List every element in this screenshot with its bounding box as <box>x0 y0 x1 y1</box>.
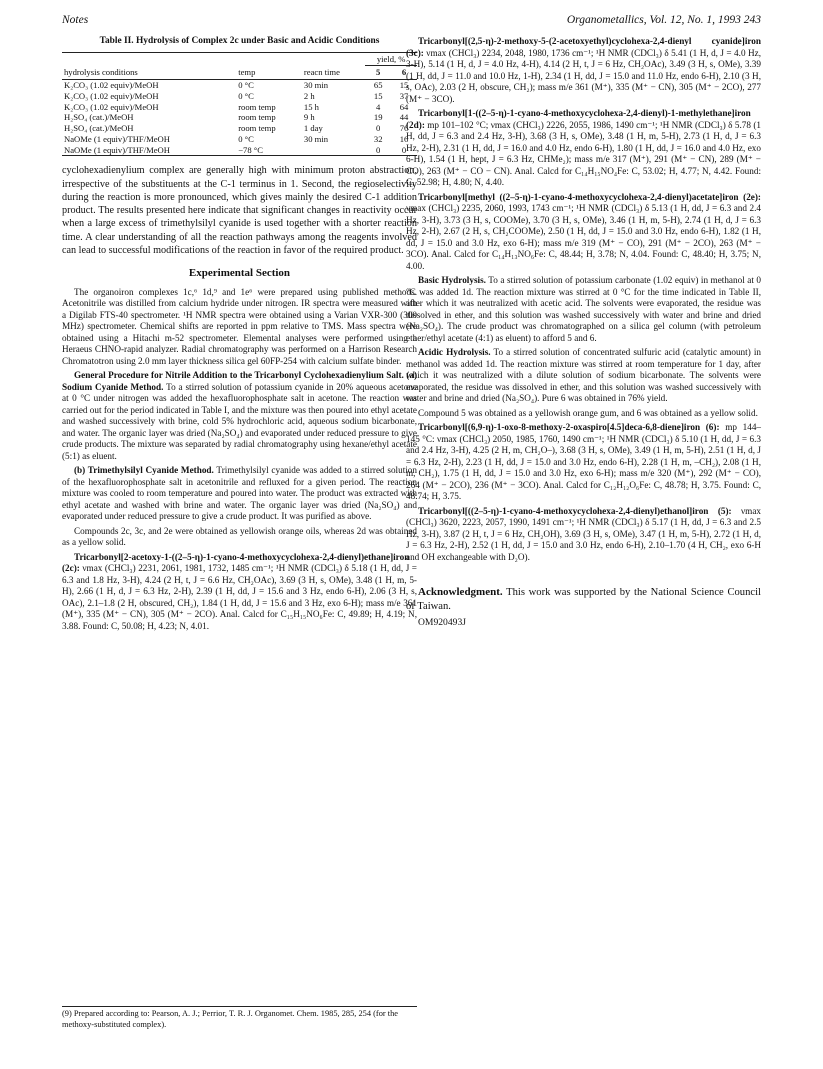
table-cell: 65 <box>373 80 383 91</box>
table-cell: 44 <box>399 112 409 123</box>
procedure-text: To a stirred solution of potassium cyanide in 20% aqueous acetone at 0 °C under nitrogen was added the hexafluorophosphate salt in acetone. The reaction was carried out for the period indicated in Table I, and the mixture was then poured into ethyl acetate and washed successively with brine, cold 5% hydrochloric acid, aqueous sodium bicarbonate, and water. The organic layer was dried (Na₂SO₄) and evaporated under reduced pressure to give crude products. The mixture was separated by radial chromatography using hexane/ethyl acetate (5:1) as eluent. <box>62 381 417 461</box>
acidic-hydrolysis-paragraph <box>406 347 761 405</box>
col-header-6: 6 <box>401 67 407 78</box>
table-row <box>62 112 417 123</box>
table-cell: 76 <box>399 123 409 134</box>
tmscn-text: Trimethylsilyl cyanide was added to a stirred solution of the hexafluorophosphate salt in acetonitrile and refluxed for a given period. The reaction mixture was cooled to room temperature and poured into water. The product was extracted with ethyl acetate and washed with brine and water. The organic layer was dried (Na₂SO₄) and evaporated under reduced pressure to give a crude product. It was purified as above. <box>62 465 417 522</box>
section-heading: Experimental Section <box>188 267 291 280</box>
acknowledgment-heading: Acknowledgment. <box>418 586 503 598</box>
table-cell: 30 min <box>303 80 329 91</box>
compound-2c-heading: Tricarbonyl[2-acetoxy-1-((2–5-η)-1-cyano-4-methoxycyclohexa-2,4-dienyl)ethane]iron (2c): <box>62 551 410 574</box>
col-header-temp: temp <box>238 67 256 78</box>
compound-6-paragraph <box>406 422 761 503</box>
table-cell: 16 <box>399 133 409 144</box>
compound-2e-paragraph <box>406 192 761 273</box>
table-cell: 30 min <box>303 133 329 144</box>
table-cell: room temp <box>238 123 276 134</box>
running-head-left: Notes <box>62 14 89 26</box>
table-row <box>62 145 417 156</box>
table-cell: room temp <box>238 101 276 112</box>
acidic-hydrolysis-text: To a stirred solution of concentrated sulfuric acid (catalytic amount) in methanol was added 1d. The reaction mixture was stirred at room temperature for 1 day, after which it was neutralized with a dilute solution of sodium bicarbonate. The solvents were evaporated, the residue was dissolved in ether, and this solution was washed successively with water and brine and dried (Na₂SO₄). Pure 6 was obtained in 76% yield. <box>406 347 761 403</box>
compound-5-text: νmax (CHCl₃) 3620, 2223, 2057, 1990, 1491 cm⁻¹; ¹H NMR (CDCl₃) δ 5.17 (1 H, dd, J = 6.3 and 2.5 Hz, 3-H), 3.87 (2 H, t, J = 6 Hz, CH₂OH), 3.69 (3 H, s, OMe), 3.47 (1 H, m, 5-H), 2.72 (1 H, d, J = 6.3 Hz, 2-H), 2.52 (1 H, dd, J = 15.0 and 3.0 Hz, endo 6-H), 2.10–1.70 (4 H, CH₂, exo 6-H and OH exchangeable with D₂O). <box>406 505 761 562</box>
running-head-right: Organometallics, Vol. 12, No. 1, 1993 243 <box>566 14 761 26</box>
table-cell: NaOMe (1 equiv)/THF/MeOH <box>64 133 170 144</box>
table-row <box>62 123 417 134</box>
table-cell: H₂SO₄ (cat.)/MeOH <box>64 123 134 134</box>
acknowledgment <box>406 585 761 614</box>
basic-hydrolysis-text: To a stirred solution of potassium carbonate (1.02 equiv) in methanol at 0 °C was added 1d. The reaction mixture was stirred at 0 °C for the time indicated in Table II, after which it was neutralized with acetic acid. The solvents were evaporated, the residue was dissolved in ether, and this solution was washed successively with water and brine and dried (Na₂SO₄). The crude product was chromatographed on a silica gel column (with petroleum ether/ethyl acetate (4:1) as eluent) to afford 5 and 6. <box>406 275 761 343</box>
compound-5-paragraph <box>406 506 761 564</box>
table-cell: 15 <box>373 90 383 101</box>
compound-2d-heading: Tricarbonyl[1-((2–5-η)-1-cyano-4-methoxycyclohexa-2,4-dienyl)-1-methylethane]iron (2d): <box>406 108 751 130</box>
table-row <box>62 80 417 91</box>
col-header-5: 5 <box>376 67 381 78</box>
table-cell: 19 <box>373 112 383 123</box>
acknowledgment-text: This work was supported by the National Science Council of Taiwan. <box>406 587 761 612</box>
compound-2d-paragraph <box>406 108 761 189</box>
basic-hydrolysis-heading: Basic Hydrolysis. <box>418 275 486 285</box>
table-cell: 15 <box>399 80 409 91</box>
table-row <box>62 102 417 113</box>
hydrolysis-table <box>62 52 417 157</box>
table-cell: 15 h <box>303 101 319 112</box>
compound-2d-text: mp 101–102 °C; νmax (CHCl₃) 2226, 2055, 1986, 1490 cm⁻¹; ¹H NMR (CDCl₃) δ 5.78 (1 H, dd, J = 6.3 and 2.4 Hz, 3-H), 3.68 (3 H, s, OMe), 3.48 (1 H, m, 5-H), 2.73 (1 H, d, J = 6.3 Hz, 2-H), 2.31 (1 H, dd, J = 16.0 and 4.0 Hz, endo 6-H), 1.80 (1 H, dd, J = 16.0 and 4.0 Hz, exo 6-H), 1.54 (1 H, hept, J = 6.3 Hz, CHMe₂); mass m/e 317 (M⁺), 291 (M⁺ − CN), 289 (M⁺ − CO), 263 (M⁺ − CO − CN). Anal. Calcd for C₁₄H₁₅NO₄Fe: C, 53.02; H, 4.77; N, 4.42. Found: C, 52.98; H, 4.80; N, 4.40. <box>406 119 761 187</box>
table-cell: 0 <box>376 144 381 155</box>
col-header-time: reacn time <box>303 67 340 78</box>
table-body <box>62 80 417 156</box>
tmscn-heading: (b) Trimethylsilyl Cyanide Method. <box>74 465 214 476</box>
compound-6-heading: Tricarbonyl[(6,9-η)-1-oxo-8-methoxy-2-oxaspiro[4.5]deca-6,8-diene]iron (6): <box>418 422 720 432</box>
table-row <box>62 91 417 102</box>
table-cell <box>302 145 365 156</box>
table-cell: 0 °C <box>238 133 254 144</box>
procedure-heading: General Procedure for Nitrile Addition to the Tricarbonyl Cyclohexadienylium Salt. (a) Sodium Cyanide Method. <box>62 370 417 392</box>
table-cell: 9 h <box>303 112 315 123</box>
table-cell: 37 <box>399 90 409 101</box>
table-cell: −78 °C <box>238 144 263 155</box>
right-column <box>406 36 761 632</box>
left-column <box>62 36 417 635</box>
table-cell: 0 <box>376 123 381 134</box>
table-cell: room temp <box>238 112 276 123</box>
tmscn-paragraph <box>62 465 417 523</box>
compound-3c-heading: Tricarbonyl[(2,5-η)-2-methoxy-5-(2-acetoxyethyl)cyclohexa-2,4-dienyl cyanide]iron (3c): <box>406 36 761 58</box>
intro-paragraph: cyclohexadienylium complex are generally high with minimum proton abstraction, irrespective of the substituents at the C-1 terminus in 1. Second, the regioselectivity during the reaction is more pronounced, which gives mainly the desired C-1 addition product. The results presented here indicate that significant changes in reactivity occur when a large excess of trimethylsilyl cyanide is used together with a shorter reaction time. A clear understanding of all the reaction pathways among the reagents involved can lead to successful modifications of the reaction in favor of the required product. <box>62 165 417 256</box>
compound-2e-heading: Tricarbonyl[methyl ((2–5-η)-1-cyano-4-methoxycyclohexa-2,4-dienyl)acetate]iron (2e): <box>418 191 761 202</box>
col-header-conditions: hydrolysis conditions <box>64 67 138 78</box>
compound-3c-paragraph <box>406 36 761 105</box>
footnote: (9) Prepared according to: Pearson, A. J.; Perrior, T. R. J. Organomet. Chem. 1985, 285, 254 (for the methoxy-substituted complex). <box>62 1006 417 1030</box>
compound-3c-text: νmax (CHCl₃) 2234, 2048, 1980, 1736 cm⁻¹; ¹H NMR (CDCl₃) δ 5.41 (1 H, d, J = 4.0 Hz, 3-H), 5.14 (1 H, d, J = 4.0 Hz, 4-H), 4.14 (2 H, t, J = 6 Hz, CH₂OAc), 3.49 (3 H, s, OMe), 3.39 (1 H, dd, J = 11.0 and 10.0 Hz, 1-H), 2.34 (1 H, dd, J = 15.0 and 11.0 Hz, endo 6-H), 2.10 (3 H, s, OAc), 2.03 (2 H, obscure, CH₂); mass m/e 361 (M⁺), 335 (M⁺ − CN), 305 (M⁺ − 2CO), 277 (M⁺ − 3CO). <box>406 47 761 104</box>
table-cell: 0 <box>401 144 407 155</box>
table-cell: K₂CO₃ (1.02 equiv)/MeOH <box>64 80 159 91</box>
manuscript-code: OM920493J <box>418 616 466 628</box>
table-cell: NaOMe (1 equiv)/THF/MeOH <box>64 144 170 155</box>
table-cell: H₂SO₄ (cat.)/MeOH <box>64 112 134 123</box>
procedure-paragraph <box>62 370 417 462</box>
table-cell: 4 <box>376 101 381 112</box>
table-cell: 0 °C <box>238 80 254 91</box>
compound-2c-paragraph <box>62 552 417 633</box>
compound-5-6-paragraph: Compound 5 was obtained as a yellowish orange gum, and 6 was obtained as a yellow solid. <box>418 407 758 418</box>
compound-2c-text: νmax (CHCl₃) 2231, 2061, 1981, 1732, 1485 cm⁻¹; ¹H NMR (CDCl₃) δ 5.18 (1 H, dd, J = 6.3 and 1.8 Hz, 3-H), 4.24 (2 H, t, J = 6.6 Hz, CH₂OAc), 3.69 (3 H, s, OMe), 3.48 (1 H, m, 5-H), 2.66 (1 H, d, J = 6.3 Hz, 2-H), 2.39 (1 H, dd, J = 15.6 and 3 Hz, endo 6-H), 2.06 (3 H, s, OAc), 2.1–1.8 (2 H, obscured, CH₂), 1.84 (1 H, dd, J = 15.6 and 3 Hz, exo 6-H); mass m/e 361 (M⁺), 335 (M⁺ − CN), 305 (M⁺ − 2CO). Anal. Calcd for C₁₅H₁₅NO₆Fe: C, 49.89; H, 4.19; N, 3.88. Found: C, 50.08; H, 4.23; N, 4.01. <box>62 563 417 631</box>
compound-2e-text: νmax (CHCl₃) 2235, 2060, 1993, 1743 cm⁻¹; ¹H NMR (CDCl₃) δ 5.13 (1 H, dd, J = 6.3 and 2.4 Hz, 3-H), 3.73 (3 H, s, COOMe), 3.70 (3 H, s, OMe), 3.46 (1 H, m, 5-H), 2.74 (1 H, d, J = 6.3 Hz, 2-H), 2.67 (2 H, s, CH₂COOMe), 2.50 (1 H, dd, J = 15.0 and 3.0 Hz, endo 6-H), 1.82 (1 H, dd, J = 15.0 and 3.0 Hz, exo 6-H); mass m/e 319 (M⁺ − CO), 291 (M⁺ − 2CO), 263 (M⁺ − 3CO). Anal. Calcd for C₁₄H₁₃NO₆Fe: C, 48.44; H, 3.78; N, 4.04. Found: C, 48.40; H, 3.75; N, 4.00. <box>406 203 761 271</box>
table-row <box>62 134 417 145</box>
table-cell: K₂CO₃ (1.02 equiv)/MeOH <box>64 90 159 101</box>
table-cell: 2 h <box>303 90 315 101</box>
table-cell: 64 <box>399 101 409 112</box>
compounds-paragraph: Compounds 2c, 3c, and 2e were obtained as yellowish orange oils, whereas 2d was obtained as a yellow solid. <box>62 525 417 548</box>
table-cell: 0 °C <box>238 90 254 101</box>
table-cell: 1 day <box>303 123 323 134</box>
table-caption: Table II. Hydrolysis of Complex 2c under Basic and Acidic Conditions <box>99 36 380 46</box>
methods-paragraph: The organoiron complexes 1c,⁶ 1d,⁹ and 1e⁶ were prepared using published methods. Acetonitrile was distilled from calcium hydride under nitrogen. IR spectra were measured with a Digilab FTS-40 spectrometer. ¹H NMR spectra were obtained using a Varian VXR-300 (300 MHz) spectrometer. Chemical shifts are reported in ppm relative to TMS. Mass spectra were obtained using a Hitachi m-52 spectrometer. Elemental analyses were performed using a Heraeus CHNO-rapid analyzer. Radial chromatography was performed on a Harrison Research Chromatotron using 2.0 mm layer thickness silica gel 60FP-254 with calcium sulfate binder. <box>62 286 417 366</box>
acidic-hydrolysis-heading: Acidic Hydrolysis. <box>418 347 491 357</box>
compound-6-text: mp 144–145 °C: νmax (CHCl₃) 2050, 1985, 1760, 1490 cm⁻¹; ¹H NMR (CDCl₃) δ 5.10 (1 H, dd, J = 6.3 and 2.4 Hz, 3-H), 4.25 (2 H, m, CH₂O–), 3.68 (3 H, s, OMe), 3.49 (1 H, m, 5-H), 2.51 (1 H, d, J = 6.3 Hz, 2-H), 2.23 (1 H, dd, J = 15.0 and 3.0 Hz, endo 6-H), 2.28 (1 H, m, –CH₂), 2.08 (1 H, m, CH₂), 1.75 (1 H, dd, J = 15.0 and 3.0 Hz, exo 6-H); mass m/e 320 (M⁺), 292 (M⁺ − CO), 264 (M⁺ − 2CO), 236 (M⁺ − 3CO). Anal. Calcd for C₁₂H₁₂O₆Fe: C, 48.78; H, 3.75. Found: C, 48.74; H, 3.75. <box>406 422 762 501</box>
yield-header: yield, % <box>365 52 417 66</box>
basic-hydrolysis-paragraph <box>406 275 761 344</box>
table-cell: K₂CO₃ (1.02 equiv)/MeOH <box>64 101 159 112</box>
compound-5-heading: Tricarbonyl[((2–5-η)-1-cyano-4-methoxycyclohexa-2,4-dienyl)ethanol]iron (5): <box>418 505 732 516</box>
table-cell: 32 <box>373 133 383 144</box>
